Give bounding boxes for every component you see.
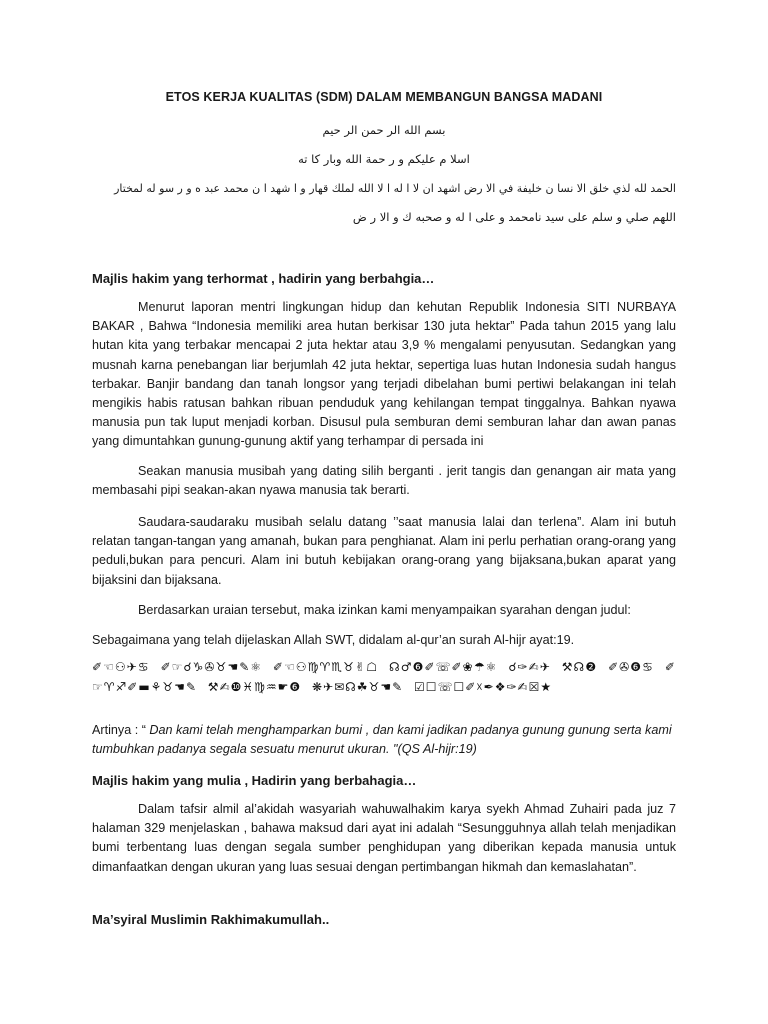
paragraph-text: Dalam tafsir almil al’akidah wasyariah wahuwalhakim karya syekh Ahmad Zuhairi pada juz 7 halaman 329 menjelaskan , bahawa maksud dari ayat ini adalah “Sesungguhnya allah telah menjadikan bumi terbentang luas dengan segala sumber penghidupan yang diberikan kepada manusia untuk dimanfaatkan dengan ukuran yang luas sesuai dengan pertimbangan hikmah dan kemaslahatan”. xyxy=(92,802,676,874)
paragraph-text: Seakan manusia musibah yang dating silih berganti . jerit tangis dan genangan air mata yang membasahi pipi seakan-akan nyawa manusia tak berarti. xyxy=(92,464,676,498)
verse-arabic-symbols: ✐☜⚇✈♋ ✐☞☌♑✇♉☚✎⚛ ✐☜⚇♍♈♏♉✌☖ ☊♂❻✐☏✐❀☂⚛ ☌✑✍✈ ⚒☊❷ ✐✇❻♋ ✐☞♈♐✐▬⚘♉☚✎ ⚒✍❿♓♍♒☛❻ ❋✈✉☊☘♉☚✎ ☑☐☏☐✐☓✒❖✑✍☒★ xyxy=(92,660,676,694)
arabic-shalawat: اللهم صلي و سلم على سيد نامحمد و على ا له و صحبه ك و الا ر ض xyxy=(352,210,676,224)
verse-translation xyxy=(92,721,676,759)
paragraph-brothers xyxy=(92,513,676,590)
greeting-closing: Ma’syiral Muslimin Rakhimakumullah.. xyxy=(92,912,330,927)
paragraph-tafsir xyxy=(92,800,676,877)
paragraph-introduce-title xyxy=(92,601,676,620)
greeting-middle: Majlis hakim yang mulia , Hadirin yang berbahagia… xyxy=(92,773,417,788)
paragraph-forest-report xyxy=(92,298,676,452)
arabic-hamdalah: الحمد لله لذي خلق الا نسا ن خليفة في الا رض اشهد ان لا ا له ا لا الله لملك قهار و ا شهد ا ن محمد عبد ه و ر سو له لمختار xyxy=(114,182,676,195)
paragraph-text: Saudara-saudaraku musibah selalu datang ’’saat manusia lalai dan terlena”. Alam ini butuh relatan tangan-tangan yang amanah, bukan para penghianat. Alam ini perlu perhatian orang-orang yang peduli,bukan para pencuri. Alam ini butuh kebijakan orang-orang yang bijaksana,bukan aparat yang bijaksini dan bijaksana. xyxy=(92,515,676,587)
paragraph-disaster xyxy=(92,462,676,500)
arabic-basmalah: بسم الله الر حمن الر حيم xyxy=(322,123,446,137)
document-title: ETOS KERJA KUALITAS (SDM) DALAM MEMBANGUN BANGSA MADANI xyxy=(165,90,603,104)
verse-intro: Sebagaimana yang telah dijelaskan Allah SWT, didalam al-qur’an surah Al-hijr ayat:19. xyxy=(92,633,575,647)
translation-prefix: Artinya : “ xyxy=(92,723,146,737)
translation-text: Dan kami telah menghamparkan bumi , dan kami jadikan padanya gunung gunung serta kami tumbuhkan padanya segala sesuatu menurut ukuran. "(QS Al-hijr:19) xyxy=(92,723,672,756)
paragraph-text: Menurut laporan mentri lingkungan hidup dan kehutan Republik Indonesia SITI NURBAYA BAKAR , Bahwa “Indonesia memiliki area hutan berkisar 130 juta hektar” Pada tahun 2015 yang lalu hutan kita yang terbakar mencapai 2 juta hektar atau 3,9 % mengalami penyusutan. Sedangkan yang musnah karna penebangan liar berjumlah 42 juta hektar, sepertiga luas hutan Indonesia sudah hangus terbakar. Banjir bandang dan tanah longsor yang terjadi dibelahan bumi pertiwi belakangan ini telah mengikis habis ratusan bahkan ribuan penduduk yang kehilangan tempat tinggalnya. Bahkan nyawa manusia pun tak luput menjadi korban. Disusul pula semburan demi semburan lahar dan awan panas yang dimuntahkan gunung-gunung aktif yang terhampar di persada ini xyxy=(92,300,676,449)
paragraph-text: Berdasarkan uraian tersebut, maka izinkan kami menyampaikan syarahan dengan judul: xyxy=(138,603,631,617)
arabic-salam: اسلا م عليكم و ر حمة الله وبار كا ته xyxy=(298,152,470,166)
greeting-opening: Majlis hakim yang terhormat , hadirin yang berbahgia… xyxy=(92,271,435,286)
